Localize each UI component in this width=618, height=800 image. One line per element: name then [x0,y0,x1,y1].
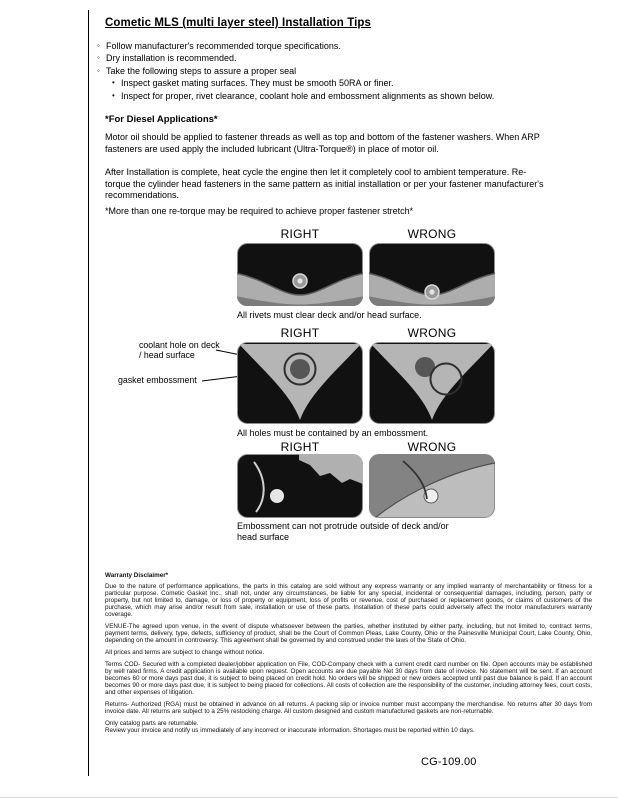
tip-text: Dry installation is recommended. [106,53,237,64]
diesel-paragraph-1: Motor oil should be applied to fastener threads as well as top and bottom of the fastener washers. When ARP fasteners are used apply the included lubricant (Ultra-Torque®) in place of motor oil. [105,132,540,154]
row3-caption: Embossment can not protrude outside of deck and/or head surface [237,521,449,542]
row3-right-label: RIGHT [280,440,320,454]
returns-clause: Returns- Authorized (RGA) must be obtained in advance on all returns. A packing slip or invoice number must accompany the merchandise. No returns after 30 days from invoice date. All returns are subject to a 25% restocking charge. All custom designed and custom manufactured gaskets are non-returnable. [105,701,592,715]
installation-tips-list [97,40,589,102]
diagram-rivet-right [237,243,363,306]
list-item [97,52,589,64]
review-invoice-line: Review your invoice and notify us immediately of any incorrect or inaccurate information. Shortages must be reported within 10 days. [105,727,475,734]
diagram-embossment-right [237,454,363,518]
row2-wrong-label: WRONG [407,326,457,340]
diesel-paragraph-2: After Installation is complete, heat cycle the engine then let it completely cool to ambient temperature. Re-torque the cylinder head fasteners in the same pattern as initial installation or per your fastener manufacturer's recommendations. [105,167,544,201]
venue-clause: VENUE-The agreed upon venue, in the event of dispute whatsoever between the parties, whether instituted by either party, including, but not limited to, contract terms, payment terms, delivery, type, defects, sufficiency of product, shall be the Court of Common Pleas, Lake County, Ohio or the Painesville Municipal Court, Lake County, Ohio, depending on the amount in controversy. This agreement shall be governed by and construed under the laws of the State of Ohio. [105,623,592,644]
list-item [97,65,589,77]
row2-caption: All holes must be contained by an embossment. [237,428,429,438]
tip-text: Inspect gasket mating surfaces. They must be smooth 50RA or finer. [121,78,394,89]
diagram-embossment-wrong [369,454,495,518]
legal-fine-print [105,572,592,734]
list-item [112,77,589,89]
filled-bullet-icon: • [112,90,115,100]
retorque-note: *More than one re-torque may be required to achieve proper fastener stretch* [105,206,414,216]
filled-bullet-icon: • [112,78,115,88]
open-bullet-icon: ◦ [97,41,100,50]
gasket-embossment-annotation: gasket embossment [118,375,197,385]
row2-right-label: RIGHT [280,326,320,340]
list-item [112,90,589,102]
row1-caption: All rivets must clear deck and/or head surface. [237,310,422,320]
only-catalog-line: Only catalog parts are returnable. [105,720,199,727]
list-item [97,40,589,52]
page-bottom-edge [0,797,618,798]
warranty-disclaimer-body: Due to the nature of performance applications, the parts in this catalog are sold without any express warranty or any implied warranty of merchantability or fitness for a particular purpose. Cometic Gasket Inc., shall not, under any circumstances, be liable for any special, incidental or consequential damages, including, person, party or property, but not limited to, damage, or loss of property or equipment, loss of profits or revenue, cost of purchased or replacement goods, or claims of customers of the purchase, which may arise and/or result from sale, installation or use of these parts. Installation of these parts could adversely affect the motor manufacturers warranty coverage. [105,583,592,618]
open-bullet-icon: ◦ [97,65,100,75]
diagram-rivet-wrong [369,243,495,306]
tip-text: Take the following steps to assure a proper seal [106,65,297,76]
left-margin-rule [88,10,89,776]
row3-wrong-label: WRONG [407,440,457,454]
coolant-hole-annotation: coolant hole on deck / head surface [139,340,220,360]
warranty-disclaimer-heading: Warranty Disclaimer* [105,572,169,579]
row1-wrong-label: WRONG [407,227,457,241]
prices-clause: All prices and terms are subject to change without notice. [105,649,265,656]
bolt-hole-icon [270,489,284,503]
page-title: Cometic MLS (multi layer steel) Installation Tips [105,17,372,29]
diagram-hole-wrong [369,342,495,424]
tip-text: Follow manufacturer's recommended torque specifications. [106,41,341,51]
row1-right-label: RIGHT [280,227,320,241]
diagram-hole-right [237,342,363,424]
terms-cod-clause: Terms COD- Secured with a completed dealer/jobber application on File, COD-Company check with a current credit card number on file. Open accounts may be established by well rated firms. A credit application is available upon request. Open accounts are due payable Net 30 days from date of invoice. No statement will be sent. If an account becomes 60 or more days past due, it is subject to being placed on credit hold. No orders will be shipped or new orders accepted until past due balance is paid. If an account becomes 90 or more days past due, it is subject to being placed for collections. All costs of collection are the responsibility of the customer, including attorney fees, court costs, and other expenses of litigation. [105,661,592,696]
page-code: CG-109.00 [421,756,477,768]
coolant-hole-icon [290,359,310,379]
diesel-applications-heading: *For Diesel Applications* [105,114,218,125]
open-bullet-icon: ◦ [97,53,100,63]
tip-text: Inspect for proper, rivet clearance, coolant hole and embossment alignments as shown below. [121,90,495,101]
